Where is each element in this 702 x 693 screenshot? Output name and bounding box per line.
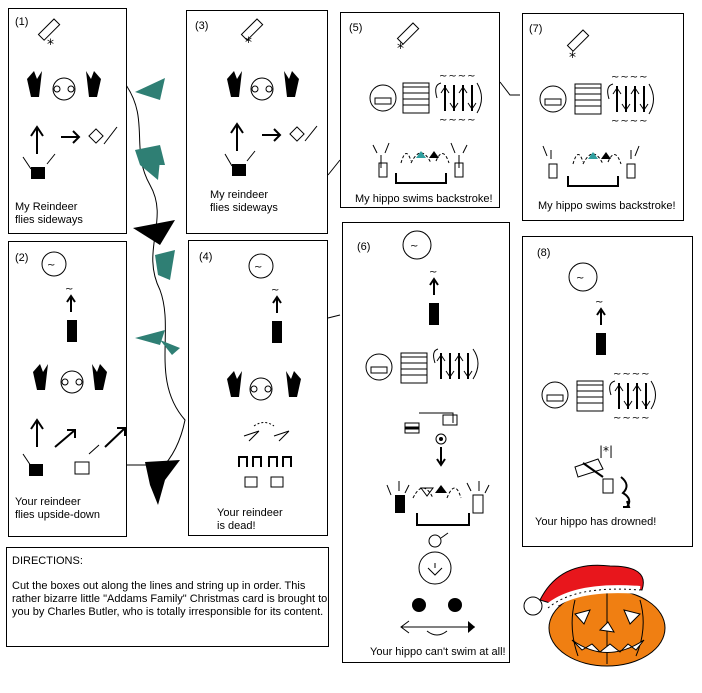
leaf-7 <box>160 340 180 355</box>
svg-text:~~~~: ~~~~ <box>613 413 651 424</box>
svg-text:~~~~: ~~~~ <box>439 115 477 126</box>
directions-title: DIRECTIONS: <box>12 555 83 567</box>
svg-text:~: ~ <box>576 273 585 284</box>
card-number: (8) <box>537 247 551 259</box>
directions-line-3: you by Charles Butler, who is totally irresponsible for its content. <box>12 606 324 618</box>
card-7 <box>522 13 684 221</box>
caption-line-2: flies sideways <box>210 202 278 214</box>
directions-line-1: Cut the boxes out along the lines and string up in order. This <box>12 580 306 592</box>
caption-line-1: My reindeer <box>210 189 269 201</box>
caption-line-1: My hippo swims backstroke! <box>538 200 676 212</box>
svg-text:*: * <box>47 37 54 53</box>
reindeer-upside-down-art <box>9 242 128 538</box>
caption-line-1: My hippo swims backstroke! <box>355 193 493 205</box>
caption-line-2: flies sideways <box>15 214 83 226</box>
hippo-backstroke-art <box>523 14 685 222</box>
card-number: (6) <box>357 241 371 253</box>
svg-text:*: * <box>245 35 252 51</box>
caption-line-1: My Reindeer <box>15 201 78 213</box>
hippo-cannot-swim-art <box>343 223 511 664</box>
svg-text:|*|: |*| <box>599 444 614 458</box>
caption-line-1: Your hippo has drowned! <box>535 516 657 528</box>
caption-line-2: is dead! <box>217 520 256 532</box>
svg-text:~: ~ <box>271 285 280 296</box>
card-3 <box>186 10 328 234</box>
directions-box <box>6 547 329 647</box>
leaf-5 <box>155 250 175 280</box>
svg-text:~: ~ <box>429 267 438 278</box>
card-number: (5) <box>349 22 363 34</box>
leaf-1 <box>135 78 165 100</box>
svg-text:~: ~ <box>595 297 604 308</box>
caption-line-1: Your hippo can't swim at all! <box>370 646 506 658</box>
svg-text:~~~~: ~~~~ <box>439 71 477 82</box>
card-2 <box>8 241 127 537</box>
card-number: (7) <box>529 23 543 35</box>
hippo-drowned-art <box>523 237 694 548</box>
card-8 <box>522 236 693 547</box>
svg-text:*: * <box>569 50 576 66</box>
card-1 <box>8 8 127 234</box>
reindeer-dead-art <box>189 241 329 537</box>
caption-line-1: Your reindeer <box>217 507 283 519</box>
svg-text:~~~~: ~~~~ <box>611 72 649 83</box>
caption-line-1: Your reindeer <box>15 496 81 508</box>
leaf-2 <box>135 145 165 165</box>
card-4 <box>188 240 328 536</box>
leaf-6 <box>135 330 165 345</box>
svg-text:~: ~ <box>47 260 56 271</box>
card-number: (1) <box>15 16 29 28</box>
card-6 <box>342 222 510 663</box>
bat-leaf <box>145 460 180 505</box>
svg-text:*: * <box>397 41 404 57</box>
card-number: (3) <box>195 20 209 32</box>
card-number: (2) <box>15 252 29 264</box>
svg-text:~~~~: ~~~~ <box>613 369 651 380</box>
hippo-backstroke-art <box>341 13 501 209</box>
directions-line-2: rather bizarre little "Addams Family" Christmas card is brought to <box>12 593 328 605</box>
svg-text:~: ~ <box>254 262 263 273</box>
card-5 <box>340 12 500 208</box>
svg-text:~: ~ <box>65 284 74 295</box>
svg-text:~~~~: ~~~~ <box>611 116 649 127</box>
svg-text:~: ~ <box>410 241 419 252</box>
caption-line-2: flies upside-down <box>15 509 100 521</box>
card-number: (4) <box>199 251 213 263</box>
